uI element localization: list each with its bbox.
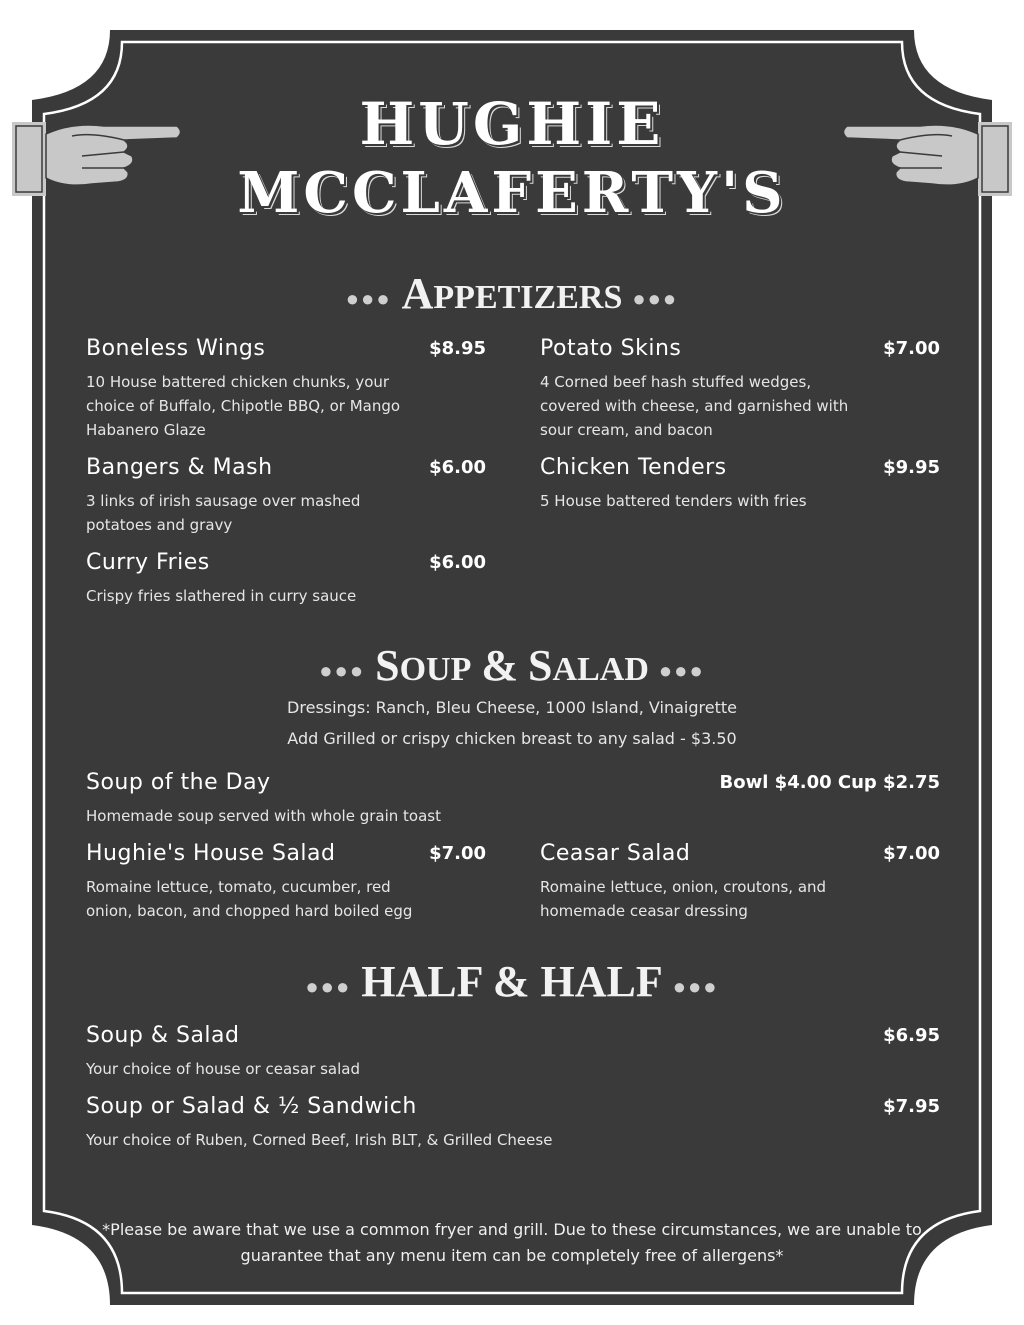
dressings-note: Dressings: Ranch, Bleu Cheese, 1000 Island, Vinaigrette — [287, 698, 737, 717]
decor-dots: ●●● — [319, 657, 366, 683]
decor-dots: ●●● — [672, 973, 719, 999]
decor-dots: ●●● — [632, 285, 679, 311]
chalkboard: HUGHIE MCCLAFERTY'S ●●● APPETIZERS ●●● Boneless Wings $8.95 10 House battered chicken chunks, your choice of Buffalo, Chipotle BBQ, or Mango Habanero Glaze Potato Skins $7.00 4 Corned beef hash stuffed wedges, covered with cheese, and garnished with sour cream, and bacon Bangers & Mash $6.00 3 links of irish sausage over mashed potatoes and gravy Chicken Tenders $9.95 5 House battered tenders with fries Curry Fries $6.00 Crispy fries slathered in curry sauce ●●● SOUP & SALAD ●●● Dressings: Ranch, Bleu Cheese, 1000 Island, Vinaigrette Add Grilled or crispy chicken breast to any salad - $3.50 Soup of the Day Bowl $4.00 Cup $2.75 Homemade soup served with whole grain toast Hughie's House Salad $7.00 Romaine lettuce, tomato, cucumber, red onion, bacon, and chopped hard boiled egg Ceasar Salad $7.00 Romaine lettuce, onion, croutons, and homemade ceasar dressing ●●● HALF & HALF ●●● Soup & Salad $6.95 Your choice of house or ceasar salad Soup or Salad & ½ Sandwich $7.95 Your choice of Ruben, Corned Beef, Irish BLT, & Grilled Cheese *Please be aware that we use a common fryer and grill. Due to these circumstances, we are unable to guarantee that any menu item can be completely free of allergens* — [0, 0, 1024, 1325]
addon-note: Add Grilled or crispy chicken breast to any salad - $3.50 — [287, 729, 737, 748]
appetizers-heading: ●●● APPETIZERS ●●● — [345, 269, 679, 318]
half-half-heading: ●●● HALF & HALF ●●● — [305, 957, 719, 1006]
soup-salad-heading: ●●● SOUP & SALAD ●●● — [319, 641, 705, 690]
decor-dots: ●●● — [345, 285, 392, 311]
allergen-disclaimer: *Please be aware that we use a common fryer and grill. Due to these circumstances, we are unable to guarantee that any menu item can be completely free of allergens* — [102, 1220, 922, 1265]
restaurant-name-line1: HUGHIE — [359, 90, 665, 158]
restaurant-name-line2: MCCLAFERTY'S — [237, 160, 787, 226]
decor-dots: ●●● — [305, 973, 352, 999]
decor-dots: ●●● — [658, 657, 705, 683]
